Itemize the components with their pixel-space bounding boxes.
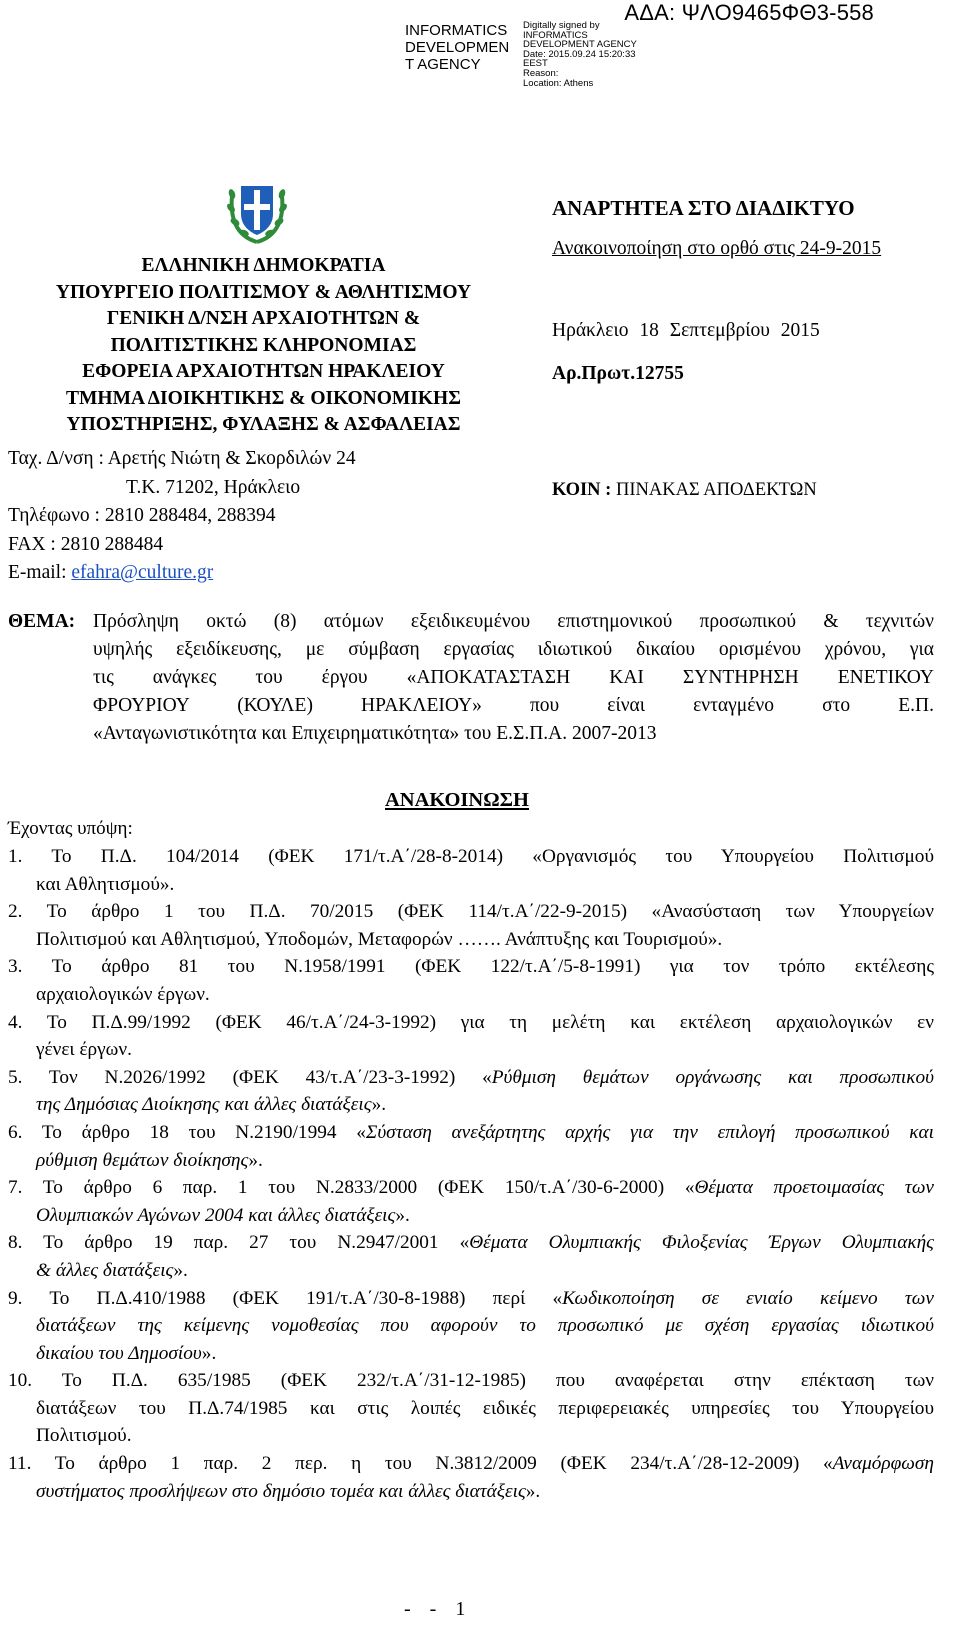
list-item-italic-text: δικαίου του Δημοσίου [36,1342,202,1364]
list-item-text: 8. Το άρθρο 19 παρ. 27 του Ν.2947/2001 « [8,1232,470,1254]
signature-detail-line: Date: 2015.09.24 15:20:33 [523,48,636,60]
list-item-text: 5. Τον Ν.2026/1992 (ΦΕΚ 43/τ.Α΄/23-3-1992) « [8,1066,492,1088]
list-item-line [8,1312,934,1340]
list-item-line [8,1229,934,1257]
list-item-line [8,871,934,899]
signature-agency-line: T AGENCY [405,56,481,73]
subject-line: τις ανάγκες του έργου «ΑΠΟΚΑΤΑΣΤΑΣΗ ΚΑΙ ΣΥΝΤΗΡΗΣΗ ΕΝΕΤΙΚΟΥ [93,667,934,688]
koin-line [552,480,817,501]
list-item-italic-text: Ολυμπιακών Αγώνων 2004 και άλλες διατάξεις [36,1204,396,1226]
signature-detail-line: DEVELOPMENT AGENCY [523,39,637,51]
email-label: E-mail: [8,562,72,583]
list-item-italic-text: Θέματα προετοιμασίας των [694,1177,934,1199]
city-date: Ηράκλειο 18 Σεπτεμβρίου 2015 [552,320,820,341]
subject-line: ΦΡΟΥΡΙΟΥ (ΚΟΥΛΕ) ΗΡΑΚΛΕΙΟΥ» που είναι ενταγμένο στο Ε.Π. [93,695,934,716]
signature-detail-line: EEST [523,58,548,70]
email-link[interactable]: efahra@culture.gr [71,562,214,583]
signature-detail-line: INFORMATICS [523,29,588,41]
list-item-text: 3. Το άρθρο 81 του Ν.1958/1991 (ΦΕΚ 122/τ.Α΄/5-8-1991) για τον τρόπο εκτέλεσης [8,956,934,978]
list-item-italic-text: Κωδικοποίηση σε ενιαίο κείμενο των [562,1287,934,1309]
list-item-italic-text: διατάξεων της κείμενης νομοθεσίας που αφορούν το προσωπικό με σχέση εργασίας ιδιωτικού [36,1315,934,1337]
authority-line: ΥΠΟΣΤΗΡΙΞΗΣ, ΦΥΛΑΞΗΣ & ΑΣΦΑΛΕΙΑΣ [66,414,461,435]
list-item [8,1229,934,1284]
list-item-text: και Αθλητισμού». [36,873,175,895]
list-item-line [8,1257,934,1285]
ada-code: ΑΔΑ: ΨΛΟ9465ΦΘ3-558 [624,0,874,25]
list-item [8,953,934,1008]
protocol-number: Αρ.Πρωτ.12755 [552,363,684,384]
email-line [8,559,356,588]
re-notification: Ανακοινοποίηση στο ορθό στις 24-9-2015 [552,238,882,259]
subject-line: υψηλής εξειδίκευσης, με σύμβαση εργασίας ιδιωτικού δικαίου ορισμένου χρόνου, για [93,639,934,660]
list-item-text: ». [371,1094,387,1116]
list-item-text: 1. Το Π.Δ. 104/2014 (ΦΕΚ 171/τ.Α΄/28-8-2014) «Οργανισμός του Υπουργείου Πολιτισμού [8,846,934,867]
subject-block [8,608,934,748]
list-item-line [8,1340,934,1368]
list-item [8,898,934,953]
authority-line: ΓΕΝΙΚΗ Δ/ΝΣΗ ΑΡΧΑΙΟΤΗΤΩΝ & [106,308,421,329]
authority-line: ΤΜΗΜΑ ΔΙΟΙΚΗΤΙΚΗΣ & ΟΙΚΟΝΟΜΙΚΗΣ [66,387,461,409]
signature-detail-line: Reason: [523,67,559,79]
subject-line: Πρόσληψη οκτώ (8) ατόμων εξειδικευμένου επιστημονικού προσωπικού & τεχνιτών [93,611,934,632]
list-item [8,1285,934,1368]
list-item-text: ». [525,1480,541,1502]
list-item-italic-text: της Δημόσιας Διοίκησης και άλλες διατάξεις [36,1094,372,1116]
signature-detail-line: Location: Athens [523,77,594,89]
postal-line: Τ.Κ. 71202, Ηράκλειο [126,476,301,498]
list-item-italic-text: Αναμόρφωση [832,1453,934,1475]
legal-basis-list [8,843,934,1505]
list-item-text: 2. Το άρθρο 1 του Π.Δ. 70/2015 (ΦΕΚ 114/τ.Α΄/22-9-2015) «Ανασύσταση των Υπουργείων [8,901,934,923]
list-item-italic-text: συστήματος προσλήψεων στο δημόσιο τομέα και άλλες διατάξεις [36,1480,526,1502]
list-item-italic-text: & άλλες διατάξεις [36,1259,174,1281]
publish-notice: ΑΝΑΡΤΗΤΕΑ ΣΤΟ ΔΙΑΔΙΚΤΥΟ [552,196,855,220]
list-item-text: 11. Το άρθρο 1 παρ. 2 περ. η του Ν.3812/2009 (ΦΕΚ 234/τ.Α΄/28-12-2009) « [8,1453,833,1475]
list-item-line [8,926,934,954]
list-item [8,1009,934,1064]
list-item-text: ». [395,1204,410,1226]
list-item-text: διατάξεων του Π.Δ.74/1985 και στις λοιπές ειδικές περιφερειακές υπηρεσίες του Υπουργείου [36,1397,934,1419]
koin-label: ΚΟΙΝ : [552,480,616,500]
list-item-text: αρχαιολογικών έργων. [36,983,210,1005]
list-item-line [8,1091,934,1119]
fax-line: FAX : 2810 288484 [8,533,164,555]
signature-detail-line: Digitally signed by [523,20,600,31]
list-item-line [8,981,934,1009]
list-item [8,1174,934,1229]
phone-line: Τηλέφωνο : 2810 288484, 288394 [8,505,276,526]
list-item-text: 10. Το Π.Δ. 635/1985 (ΦΕΚ 232/τ.Α΄/31-12-1985) που αναφέρεται στην επέκταση των [8,1370,934,1392]
signature-details [523,21,637,88]
list-item-line [8,1450,934,1478]
list-item-line [8,1036,934,1064]
list-item-italic-text: Σύσταση ανεξάρτητης αρχής για την επιλογή προσωπικού και [365,1121,935,1143]
list-item-line [8,1119,934,1147]
list-item-line [8,1202,934,1230]
list-item-text: γένει έργων. [36,1039,132,1061]
list-item-text: ». [248,1149,263,1171]
page-number: - - 1 [404,1598,466,1620]
authority-line: ΥΠΟΥΡΓΕΙΟ ΠΟΛΙΤΙΣΜΟΥ & ΑΘΛΗΤΙΣΜΟΥ [55,281,472,303]
authority-header [0,253,527,439]
subject-line: «Ανταγωνιστικότητα και Επιχειρηματικότητα» του Ε.Σ.Π.Α. 2007-2013 [93,723,657,744]
list-item-text: ». [201,1342,217,1364]
list-item-text: 4. Το Π.Δ.99/1992 (ΦΕΚ 46/τ.Α΄/24-3-1992) για τη μελέτη και εκτέλεση αρχαιολογικών εν [8,1011,934,1033]
authority-line: ΕΦΟΡΕΙΑ ΑΡΧΑΙΟΤΗΤΩΝ ΗΡΑΚΛΕΙΟΥ [82,361,445,382]
list-item-text: 6. Το άρθρο 18 του Ν.2190/1994 « [8,1121,366,1143]
list-item [8,843,934,898]
list-item-line [8,953,934,981]
list-item [8,1119,934,1174]
authority-line: ΕΛΛΗΝΙΚΗ ΔΗΜΟΚΡΑΤΙΑ [141,255,386,276]
signature-agency-line: INFORMATICS [405,22,508,39]
list-item-line [8,1422,934,1450]
list-item-italic-text: Θέματα Ολυμπιακής Φιλοξενίας Έργων Ολυμπιακής [469,1232,934,1254]
list-item-line [8,1064,934,1092]
list-item-text: 9. Το Π.Δ.410/1988 (ΦΕΚ 191/τ.Α΄/30-8-1988) περί « [8,1287,563,1309]
greek-emblem-icon [226,178,288,246]
list-item-italic-text: ρύθμιση θεμάτων διοίκησης [36,1149,249,1171]
list-item-line [8,1147,934,1175]
list-item-line [8,1009,934,1037]
list-item-text: Πολιτισμού. [36,1425,132,1447]
list-item-line [8,843,934,871]
contact-block [8,445,356,588]
list-item-text: Πολιτισμού και Αθλητισμού, Υποδομών, Μεταφορών ……. Ανάπτυξης και Τουρισμού». [36,928,723,950]
list-item-line [8,1478,934,1506]
list-item-line [8,898,934,926]
subject-label: ΘΕΜΑ: [8,611,76,632]
koin-value: ΠΙΝΑΚΑΣ ΑΠΟΔΕΚΤΩΝ [615,480,817,500]
signature-agency [405,22,509,73]
subject-text [8,608,934,748]
list-item-text: ». [173,1259,188,1281]
list-item [8,1367,934,1450]
announcement-title: ΑΝΑΚΟΙΝΩΣΗ [385,789,529,811]
list-item [8,1450,934,1505]
address-line: Ταχ. Δ/νση : Αρετής Νιώτη & Σκορδιλών 24 [8,448,356,469]
list-item-line [8,1174,934,1202]
list-item-italic-text: Ρύθμιση θεμάτων οργάνωσης και προσωπικού [491,1066,934,1088]
list-item-line [8,1395,934,1423]
list-item [8,1064,934,1119]
list-item-line [8,1285,934,1313]
list-item-text: 7. Το άρθρο 6 παρ. 1 του Ν.2833/2000 (ΦΕΚ 150/τ.Α΄/30-6-2000) « [8,1177,695,1199]
signature-agency-line: DEVELOPMEN [405,39,510,56]
authority-line: ΠΟΛΙΤΙΣΤΙΚΗΣ ΚΛΗΡΟΝΟΜΙΑΣ [110,334,417,356]
list-item-line [8,1367,934,1395]
considering-label: Έχοντας υπόψη: [8,818,133,839]
